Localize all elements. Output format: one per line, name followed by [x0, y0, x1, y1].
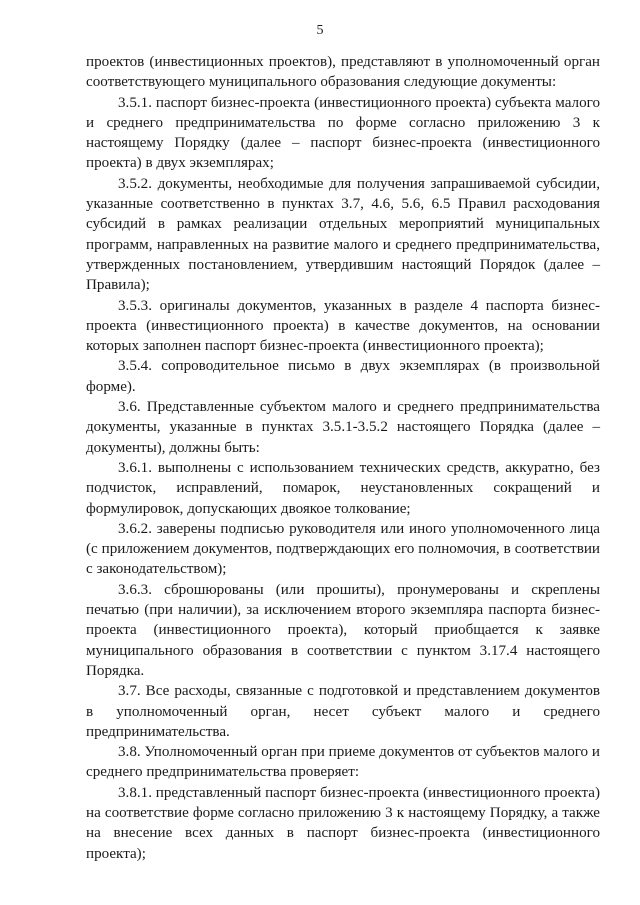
paragraph-3-6-3: 3.6.3. сброшюрованы (или прошиты), пронумерованы и скреплены печатью (при наличии), за исключением второго экземпляра паспорта бизнес-проекта (инвестиционного проекта), который приобщается к заявке муниципального образования в соответствии с пунктом 3.17.4 настоящего Порядка. — [86, 581, 600, 679]
paragraph-3-5-3: 3.5.3. оригиналы документов, указанных в разделе 4 паспорта бизнес-проекта (инвестиционного проекта) в качестве документов, на основании которых заполнен паспорт бизнес-проекта (инвестиционного проекта); — [86, 297, 600, 355]
paragraph-3-8-1: 3.8.1. представленный паспорт бизнес-проекта (инвестиционного проекта) на соответствие форме согласно приложению 3 к настоящему Порядку, а также на внесение всех данных в паспорт бизнес-проекта (инвестиционного проекта); — [86, 784, 600, 862]
paragraph-3-7: 3.7. Все расходы, связанные с подготовкой и представлением документов в уполномоченный орган, несет субъект малого и среднего предпринимательства. — [86, 683, 600, 740]
paragraph-3-8: 3.8. Уполномоченный орган при приеме документов от субъектов малого и среднего предпринимательства проверяет: — [86, 744, 600, 781]
paragraph-3-5-1: 3.5.1. паспорт бизнес-проекта (инвестиционного проекта) субъекта малого и среднего предпринимательства по форме согласно приложению 3 к настоящему Порядку (далее – паспорт бизнес-проекта (инвестиционного проекта) в двух экземплярах; — [86, 94, 600, 172]
paragraph-3-6-2: 3.6.2. заверены подписью руководителя или иного уполномоченного лица (с приложением документов, подтверждающих его полномочия, в соответствии с законодательством); — [86, 520, 600, 578]
paragraph-3-5-4: 3.5.4. сопроводительное письмо в двух экземплярах (в произвольной форме). — [86, 358, 600, 395]
paragraph-3-5-2: 3.5.2. документы, необходимые для получения запрашиваемой субсидии, указанные соответственно в пунктах 3.7, 4.6, 5.6, 6.5 Правил расходования субсидий в рамках реализации отдельных мероприятий муниципальных программ, направленных на развитие малого и среднего предпринимательства, утвержденных постановлением, утвердившим настоящий Порядок (далее – Правила); — [86, 175, 600, 294]
paragraph-3-6: 3.6. Представленные субъектом малого и среднего предпринимательства документы, указанные в пунктах 3.5.1-3.5.2 настоящего Порядка (далее – документы), должны быть: — [86, 399, 600, 456]
paragraph-3-6-1: 3.6.1. выполнены с использованием технических средств, аккуратно, без подчисток, исправлений, помарок, неустановленных сокращений и формулировок, допускающих двоякое толкование; — [86, 459, 600, 517]
page-number: 5 — [316, 23, 324, 38]
document-body — [86, 52, 600, 864]
paragraph-continuation: проектов (инвестиционных проектов), представляют в уполномоченный орган соответствующего муниципального образования следующие документы: — [86, 54, 600, 91]
